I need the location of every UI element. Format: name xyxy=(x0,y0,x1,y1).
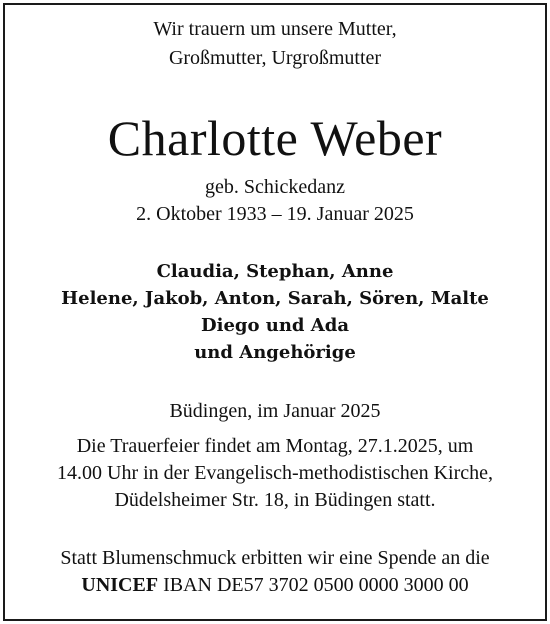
ceremony-line-2: 14.00 Uhr in der Evangelisch-methodistischen Kirche, xyxy=(57,462,493,484)
donation-org: UNICEF xyxy=(81,574,159,596)
family-line-4: und Angehörige xyxy=(194,342,356,363)
ceremony-line-1: Die Trauerfeier findet am Montag, 27.1.2025, um xyxy=(76,435,474,457)
family-line-2: Helene, Jakob, Anton, Sarah, Sören, Malte xyxy=(61,288,489,309)
life-dates: 2. Oktober 1933 – 19. Januar 2025 xyxy=(136,203,414,225)
notice-border xyxy=(3,3,547,621)
family-line-1: Claudia, Stephan, Anne xyxy=(156,261,394,282)
intro-line-1: Wir trauern um unsere Mutter, xyxy=(153,18,397,40)
ceremony-line-3: Düdelsheimer Str. 18, in Büdingen statt. xyxy=(114,489,436,511)
donation-iban: IBAN DE57 3702 0500 0000 3000 00 xyxy=(163,574,469,596)
deceased-name: Charlotte Weber xyxy=(107,110,443,166)
family-line-3: Diego und Ada xyxy=(201,315,349,336)
donation-line-2 xyxy=(0,573,550,597)
birth-name: geb. Schickedanz xyxy=(205,176,345,198)
place-date: Büdingen, im Januar 2025 xyxy=(169,400,381,422)
intro-line-2: Großmutter, Urgroßmutter xyxy=(168,47,382,69)
donation-line-1: Statt Blumenschmuck erbitten wir eine Spende an die xyxy=(60,547,490,569)
